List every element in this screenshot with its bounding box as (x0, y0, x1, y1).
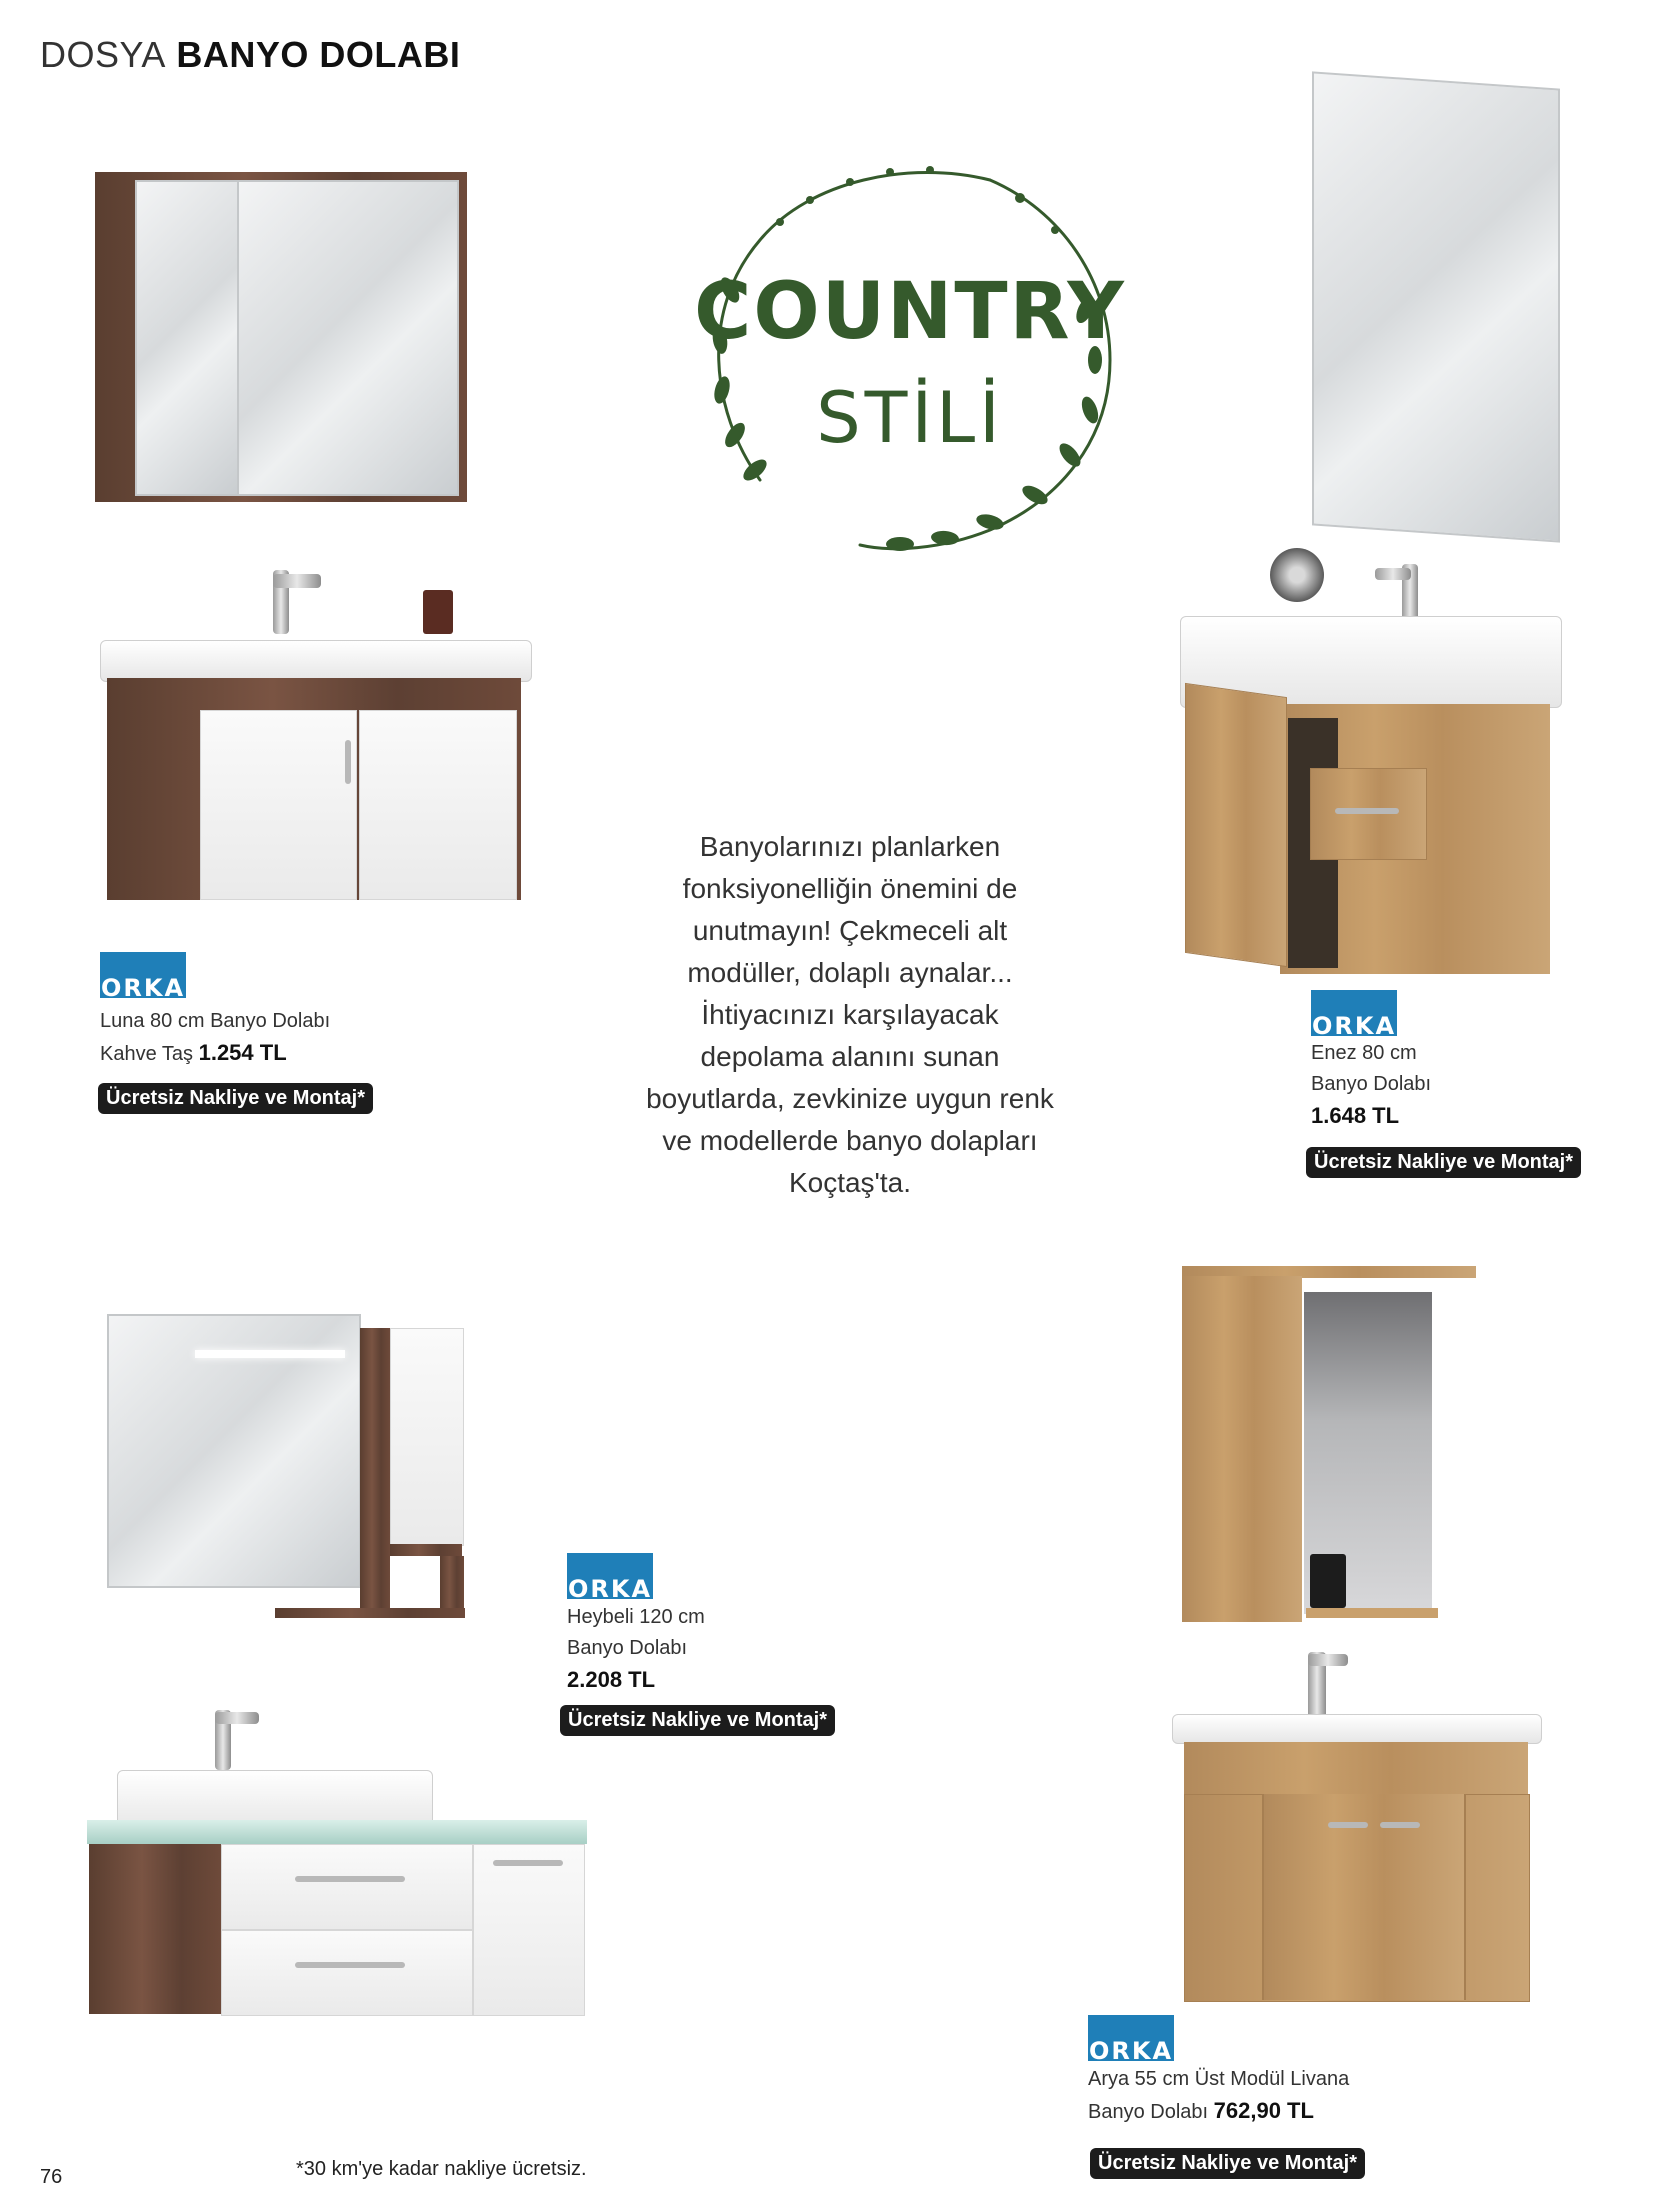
arya-product-image (1170, 1262, 1550, 2007)
orka-logo-luna (100, 952, 186, 998)
arya-name: Arya 55 cm Üst Modül Livana (1088, 2068, 1350, 2090)
enez-product-info (1311, 1038, 1431, 1131)
luna-price: 1.254 TL (198, 1040, 287, 1065)
feature-title: COUNTRY (694, 267, 1126, 357)
luna-name: Luna 80 cm Banyo Dolabı (100, 1010, 331, 1032)
heybeli-product-info (567, 1602, 705, 1695)
heybeli-variant: Banyo Dolabı (567, 1637, 688, 1659)
header-prefix: DOSYA (40, 34, 166, 75)
orka-logo-text: ORKA (1088, 2037, 1174, 2061)
enez-variant: Banyo Dolabı (1311, 1073, 1432, 1095)
orka-logo-text: ORKA (1311, 1012, 1397, 1036)
orka-logo-text: ORKA (567, 1575, 653, 1599)
heybeli-product-image (85, 1310, 595, 2015)
page-number: 76 (40, 2166, 63, 2188)
luna-shipping-badge: Ücretsiz Nakliye ve Montaj* (98, 1083, 373, 1114)
country-wreath-icon (690, 150, 1130, 570)
heybeli-shipping-badge: Ücretsiz Nakliye ve Montaj* (560, 1705, 835, 1736)
arya-shipping-badge: Ücretsiz Nakliye ve Montaj* (1090, 2148, 1365, 2179)
arya-price: 762,90 TL (1213, 2098, 1314, 2123)
orka-logo-text: ORKA (100, 974, 186, 998)
enez-price: 1.648 TL (1311, 1103, 1400, 1128)
intro-paragraph: Banyolarınızı planlarken fonksiyonelliğin önemini de unutmayın! Çekmeceli alt modüller, dolaplı aynalar... İhtiyacınızı karşılayacak depolama alanını sunan boyutlarda, zevkinize uygun renk ve modellerde banyo dolapları Koçtaş'ta. (646, 831, 1054, 1198)
header-title: BANYO DOLABI (176, 34, 461, 75)
feature-subtitle: STİLİ (816, 377, 1004, 459)
arya-product-info (1088, 2064, 1349, 2128)
enez-product-image (1170, 78, 1590, 978)
luna-variant: Kahve Taş (100, 1043, 194, 1065)
heybeli-price: 2.208 TL (567, 1667, 656, 1692)
luna-product-info (100, 1006, 330, 1070)
shipping-footnote: *30 km'ye kadar nakliye ücretsiz. (296, 2158, 587, 2180)
orka-logo-enez (1311, 990, 1397, 1036)
arya-variant: Banyo Dolabı (1088, 2101, 1209, 2123)
orka-logo-heybeli (567, 1553, 653, 1599)
orka-logo-arya (1088, 2015, 1174, 2061)
enez-name: Enez 80 cm (1311, 1042, 1417, 1064)
luna-product-image (95, 170, 475, 930)
heybeli-name: Heybeli 120 cm (567, 1606, 705, 1628)
page-header (40, 34, 460, 76)
enez-shipping-badge: Ücretsiz Nakliye ve Montaj* (1306, 1147, 1581, 1178)
